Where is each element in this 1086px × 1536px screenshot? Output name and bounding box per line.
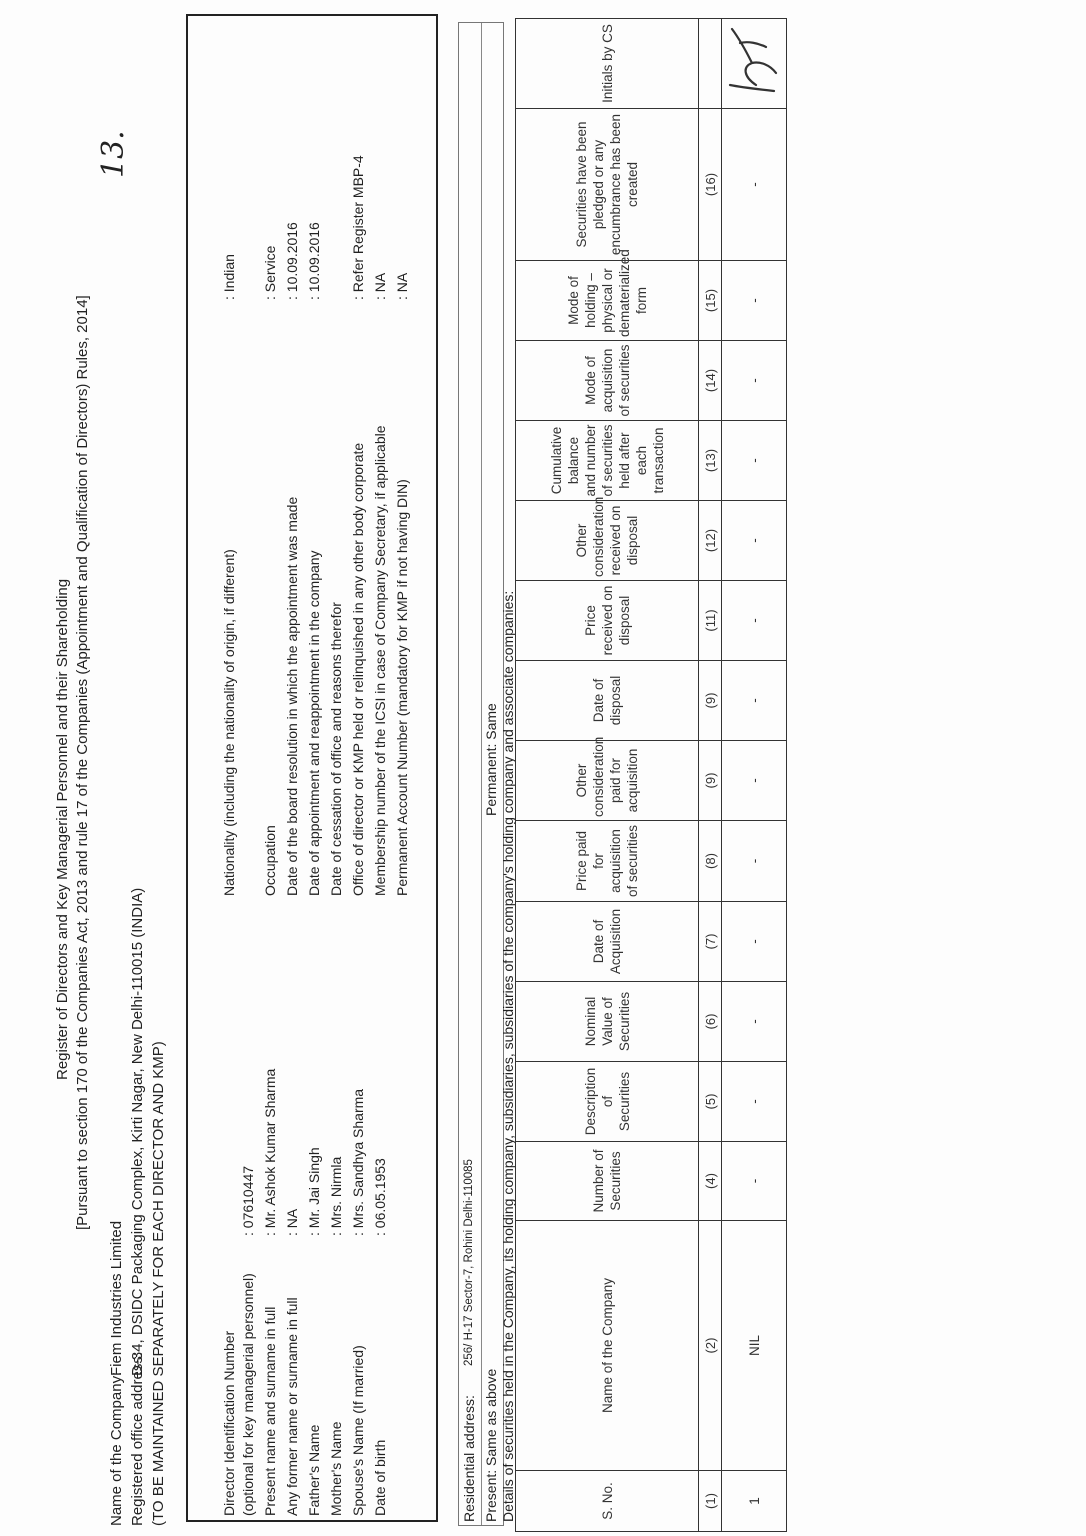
col-number: (4) xyxy=(699,1142,722,1221)
occupation-value: : Service xyxy=(262,245,278,300)
icsi-membership-label: Membership number of the ICSI in case of Company Secretary, if applicable xyxy=(372,425,388,896)
icsi-membership-value: : NA xyxy=(372,272,388,300)
register-subtitle: [Pursuant to section 170 of the Companies Act, 2013 and rule 17 of the Companies (Appointment and Qualification of Directors) Rules, 2014] xyxy=(74,295,91,1230)
table-cell: - xyxy=(722,821,787,902)
permanent-address: Permanent: Same xyxy=(483,703,499,816)
table-row xyxy=(722,19,787,1532)
maintenance-note: (TO BE MAINTAINED SEPARATELY FOR EACH DIRECTOR AND KMP) xyxy=(150,1041,167,1526)
col-header-holding-mode: Mode of holding – physical or dematerialized form xyxy=(516,261,699,341)
board-resolution-value: : 10.09.2016 xyxy=(284,222,300,300)
col-number xyxy=(699,19,722,109)
present-name-value: : Mr. Ashok Kumar Sharma xyxy=(262,1068,278,1236)
table-cell: - xyxy=(722,1062,787,1142)
occupation-label: Occupation xyxy=(262,825,278,896)
office-held-label: Office of director or KMP held or relinquished in any other body corporate xyxy=(350,442,366,896)
col-header-other-received: Other consideration received on disposal xyxy=(516,501,699,581)
father-name-value: : Mr. Jai Singh xyxy=(306,1147,322,1236)
col-number: (6) xyxy=(699,982,722,1062)
spouse-name-label: Spouse's Name (If married) xyxy=(350,1345,366,1516)
spouse-name-value: : Mrs. Sandhya Sharma xyxy=(350,1088,366,1236)
col-header-acq-date: Date of Acquisition xyxy=(516,902,699,982)
appointment-date-value: : 10.09.2016 xyxy=(306,222,322,300)
col-header-pledged: Securities have been pledged or any encumbrance has been created xyxy=(516,109,699,261)
col-number: (8) xyxy=(699,821,722,902)
handwritten-initials-signature xyxy=(726,24,782,104)
col-header-initials: Initials by CS xyxy=(516,19,699,109)
board-resolution-label: Date of the board resolution in which the appointment was made xyxy=(284,496,300,896)
register-title: Register of Directors and Key Managerial Personnel and their Shareholding xyxy=(54,578,71,1080)
pan-value: : NA xyxy=(394,272,410,300)
cessation-label: Date of cessation of office and reasons therefor xyxy=(328,602,344,896)
col-number: (11) xyxy=(699,581,722,661)
nationality-label: Nationality (including the nationality of origin, if different) xyxy=(221,549,237,896)
table-cell: - xyxy=(722,109,787,261)
table-cell: - xyxy=(722,261,787,341)
table-cell: - xyxy=(722,982,787,1062)
col-header-number: Number of Securities xyxy=(516,1142,699,1221)
col-header-price-received: Price received on disposal xyxy=(516,581,699,661)
present-name-label: Present name and surname in full xyxy=(262,1306,278,1516)
table-cell: - xyxy=(722,661,787,741)
col-number: (13) xyxy=(699,421,722,501)
col-header-company: Name of the Company xyxy=(516,1221,699,1471)
former-name-value: : NA xyxy=(284,1208,300,1236)
former-name-label: Any former name or surname in full xyxy=(284,1297,300,1516)
col-number: (9) xyxy=(699,741,722,821)
dob-value: : 06.05.1953 xyxy=(372,1158,388,1236)
table-cell: - xyxy=(722,741,787,821)
col-number: (5) xyxy=(699,1062,722,1142)
col-number: (2) xyxy=(699,1221,722,1471)
residential-address-value: 256/ H-17 Sector-7, Rohini Delhi-110085 xyxy=(463,1159,475,1366)
table-cell: NIL xyxy=(722,1221,787,1471)
table-column-number-row xyxy=(699,19,722,1532)
dob-label: Date of birth xyxy=(372,1439,388,1516)
initials-signature-cell xyxy=(722,19,787,109)
table-header-row xyxy=(516,19,699,1532)
table-cell: - xyxy=(722,581,787,661)
securities-details-heading: Details of securities held in the Company, its holding company, subsidiaries, subsidiaries of the company's holding company and associate companies: xyxy=(500,590,516,1522)
registered-office-label: Registered office address: xyxy=(129,1352,146,1526)
registered-office-value: D-34, DSIDC Packaging Complex, Kirti Nagar, New Delhi-110015 (INDIA) xyxy=(129,887,146,1376)
col-header-acq-mode: Mode of acquisition of securities xyxy=(516,341,699,421)
securities-table xyxy=(515,18,787,1532)
table-cell: - xyxy=(722,1142,787,1221)
col-number: (12) xyxy=(699,501,722,581)
table-cell: - xyxy=(722,341,787,421)
pan-label: Permanent Account Number (mandatory for KMP if not having DIN) xyxy=(394,479,410,896)
father-name-label: Father's Name xyxy=(306,1424,322,1516)
col-header-disposal-date: Date of disposal xyxy=(516,661,699,741)
col-number: (7) xyxy=(699,902,722,982)
din-label-1: Director Identification Number xyxy=(221,1330,237,1516)
nationality-value: : Indian xyxy=(221,254,237,300)
office-held-value: : Refer Register MBP-4 xyxy=(350,155,366,300)
table-cell: - xyxy=(722,902,787,982)
mother-name-value: : Mrs. Nirmla xyxy=(328,1156,344,1236)
table-cell: - xyxy=(722,421,787,501)
residential-address-label: Residential address: xyxy=(461,1395,477,1522)
col-header-price-paid: Price paid for acquisition of securities xyxy=(516,821,699,902)
col-header-nominal: Nominal Value of Securities xyxy=(516,982,699,1062)
col-number: (9) xyxy=(699,661,722,741)
present-address: Present: Same as above xyxy=(483,1368,499,1522)
din-value: : 07610447 xyxy=(240,1165,256,1236)
table-cell: 1 xyxy=(722,1471,787,1532)
table-cell: - xyxy=(722,501,787,581)
appointment-date-label: Date of appointment and reappointment in the company xyxy=(306,550,322,896)
company-name-value: Fiem Industries Limited xyxy=(108,1220,125,1376)
col-number: (14) xyxy=(699,341,722,421)
company-name-label: Name of the Company: xyxy=(108,1371,125,1526)
col-header-description: Description of Securities xyxy=(516,1062,699,1142)
page-number: 13. xyxy=(96,130,131,178)
din-label-2: (optional for key managerial personnel) xyxy=(240,1273,256,1516)
mother-name-label: Mother's Name xyxy=(328,1421,344,1516)
col-number: (15) xyxy=(699,261,722,341)
col-header-cumulative: Cumulative balance and number of securities held after each transaction xyxy=(516,421,699,501)
col-header-sno: S. No. xyxy=(516,1471,699,1532)
col-number: (1) xyxy=(699,1471,722,1532)
col-header-other-paid: Other consideration paid for acquisition xyxy=(516,741,699,821)
col-number: (16) xyxy=(699,109,722,261)
